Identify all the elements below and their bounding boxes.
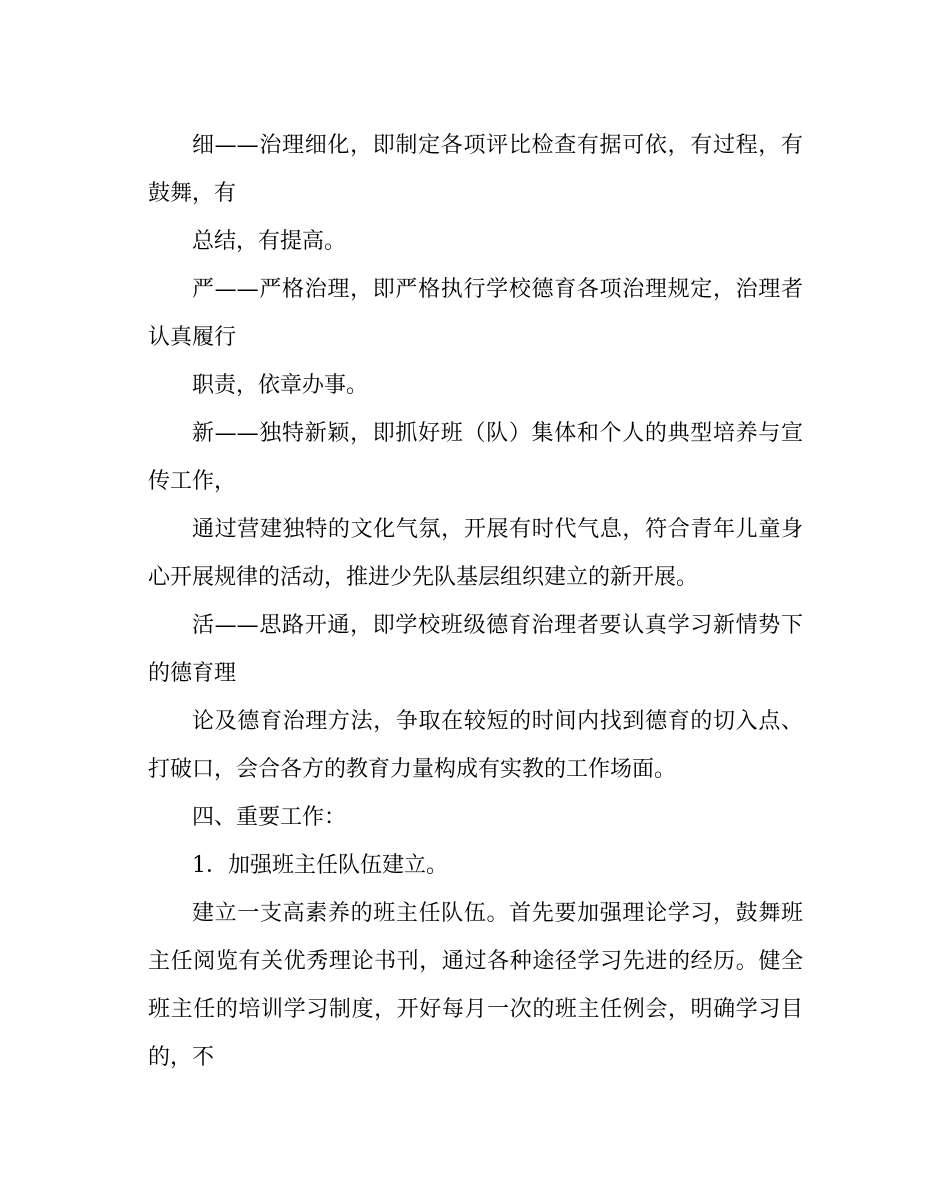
paragraph-xin-continued: 通过营建独特的文化气氛，开展有时代气息，符合青年儿童身心开展规律的活动，推进少先队基层组织建立的新开展。: [148, 517, 803, 590]
document-body: [148, 122, 803, 1082]
section-heading-main-work: 四、重要工作：: [192, 805, 347, 830]
paragraph-yan-continued: 职责，依章办事。: [192, 373, 369, 398]
paragraph-huo: 活——思路开通，即学校班级德育治理者要认真学习新情势下的德育理: [148, 613, 803, 686]
paragraph-teacher-team: 建立一支高素养的班主任队伍。首先要加强理论学习，鼓舞班主任阅览有关优秀理论书刊，通过各种途径学习先进的经历。健全班主任的培训学习制度，开好每月一次的班主任例会，明确学习目的，不: [148, 901, 803, 1070]
paragraph-xi-continued: 总结，有提高。: [192, 229, 347, 254]
paragraph-xin: 新——独特新颖，即抓好班（队）集体和个人的典型培养与宣传工作，: [148, 421, 803, 494]
subheading-teacher-team: 1．加强班主任队伍建立。: [192, 853, 448, 878]
paragraph-huo-continued: 论及德育治理方法，争取在较短的时间内找到德育的切入点、打破口，会合各方的教育力量构成有实教的工作场面。: [148, 709, 803, 782]
paragraph-yan: 严——严格治理，即严格执行学校德育各项治理规定，治理者认真履行: [148, 277, 803, 350]
paragraph-xi: 细——治理细化，即制定各项评比检查有据可依，有过程，有鼓舞，有: [148, 133, 803, 206]
